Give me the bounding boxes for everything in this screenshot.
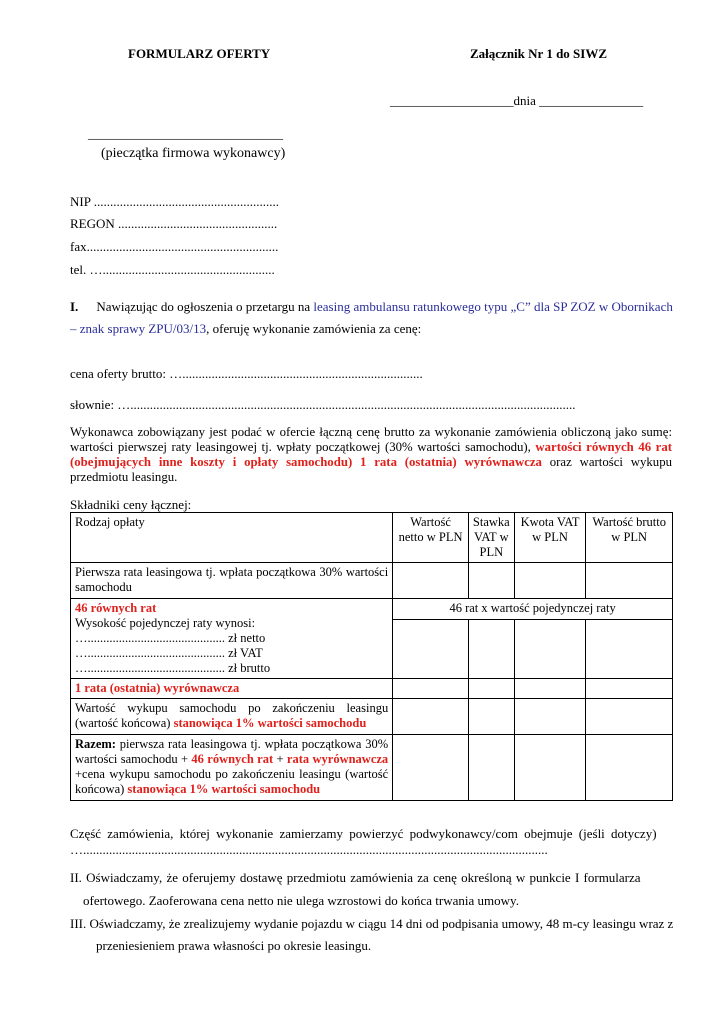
subcontract-field[interactable]: …............................................................................................................................................... bbox=[70, 842, 548, 857]
cell-input[interactable] bbox=[514, 679, 586, 699]
row-buyout-value: Wartość wykupu samochodu po zakończeniu leasingu (wartość końcowa) stanowiąca 1% wartości samochodu bbox=[71, 699, 393, 735]
section-1-line2 bbox=[70, 321, 421, 337]
regon-field[interactable]: REGON ................................................. bbox=[70, 216, 278, 231]
attachment-label: Załącznik Nr 1 do SIWZ bbox=[470, 46, 608, 61]
table-row bbox=[71, 563, 673, 599]
section-1-number: I. bbox=[70, 299, 79, 314]
tel-field[interactable]: tel. …..................................................... bbox=[70, 262, 275, 277]
obligation-highlight: wartości równych 46 rat (obejmujących inne koszty i opłaty samochodu) 1 rata (ostatnia) wyrównawcza bbox=[70, 440, 673, 469]
stamp-caption: (pieczątka firmowa wykonawcy) bbox=[101, 146, 286, 161]
tender-subject: leasing ambulansu ratunkowego typu „C” dla SP ZOZ w Obornikach bbox=[313, 299, 673, 314]
cell-input[interactable] bbox=[393, 735, 469, 801]
section-1-text: Nawiązując do ogłoszenia o przetargu na bbox=[96, 299, 314, 314]
installments-merged-note: 46 rat x wartość pojedynczej raty bbox=[393, 599, 673, 620]
cell-input[interactable] bbox=[468, 563, 514, 599]
table-row bbox=[71, 599, 673, 620]
table-header-row bbox=[71, 513, 673, 563]
cell-input[interactable] bbox=[586, 735, 673, 801]
price-in-words-field[interactable]: słownie: …......................................................................................................................................... bbox=[70, 397, 576, 412]
cell-input[interactable] bbox=[514, 563, 586, 599]
installment-gross-field[interactable]: …............................................ zł brutto bbox=[75, 661, 271, 675]
section-2-line2: ofertowego. Zaoferowana cena netto nie ulega wzrostowi do końca trwania umowy. bbox=[83, 893, 519, 908]
installment-vat-field[interactable]: …............................................ zł VAT bbox=[75, 646, 263, 660]
header-gross-value: Wartość brutto w PLN bbox=[586, 513, 673, 563]
header-vat-amount: Kwota VAT w PLN bbox=[514, 513, 586, 563]
cell-input[interactable] bbox=[393, 699, 469, 735]
cell-input[interactable] bbox=[514, 735, 586, 801]
nip-field[interactable]: NIP ......................................................... bbox=[70, 194, 279, 209]
section-3-line1: III. Oświadczamy, że zrealizujemy wydanie pojazdu w ciągu 14 dni od podpisania umowy, 48 m-cy leasingu wraz z bbox=[70, 916, 674, 931]
section-1-line1 bbox=[70, 299, 673, 315]
price-components-table bbox=[70, 512, 673, 801]
row-46-installments bbox=[71, 599, 393, 679]
cell-input[interactable] bbox=[586, 699, 673, 735]
table-caption: Składniki ceny łącznej: bbox=[70, 497, 192, 512]
table-row bbox=[71, 679, 673, 699]
section-1-text-end: , oferuję wykonanie zamówienia za cenę: bbox=[206, 321, 422, 336]
form-title: FORMULARZ OFERTY bbox=[128, 46, 271, 61]
cell-input[interactable] bbox=[468, 735, 514, 801]
date-line[interactable]: ___________________dnia ________________ bbox=[390, 93, 644, 108]
cell-input[interactable] bbox=[514, 699, 586, 735]
row-total: Razem: pierwsza rata leasingowa tj. wpłata początkowa 30% wartości samochodu + 46 równych rat + rata wyrównawcza +cena wykupu samochodu po zakończeniu leasingu (wartość końcowa) stanowiąca 1% wartości samochodu bbox=[71, 735, 393, 801]
cell-input[interactable] bbox=[393, 679, 469, 699]
row-balancing-installment: 1 rata (ostatnia) wyrównawcza bbox=[71, 679, 393, 699]
section-2-line1: II. Oświadczamy, że oferujemy dostawę przedmiotu zamówienia za cenę określoną w punkcie I formularza bbox=[70, 870, 641, 885]
installment-net-field[interactable]: …............................................ zł netto bbox=[75, 631, 266, 645]
header-fee-type: Rodzaj opłaty bbox=[71, 513, 393, 563]
cell-input[interactable] bbox=[468, 619, 514, 679]
cell-input[interactable] bbox=[586, 563, 673, 599]
installments-title: 46 równych rat bbox=[75, 601, 157, 615]
installment-amount-label: Wysokość pojedynczej raty wynosi: bbox=[75, 616, 256, 630]
obligation-paragraph bbox=[70, 425, 672, 485]
stamp-line: ______________________________ bbox=[88, 126, 283, 141]
cell-input[interactable] bbox=[393, 563, 469, 599]
cell-input[interactable] bbox=[586, 679, 673, 699]
table-row bbox=[71, 699, 673, 735]
obligation-text: Wykonawca zobowiązany jest podać w ofercie łączną cenę brutto za wykonanie zamówienia obliczoną jako sumę: wartości pierwszej raty leasingowej tj. wpłaty początkowej (30% wartości samochodu), bbox=[70, 425, 672, 454]
cell-input[interactable] bbox=[468, 699, 514, 735]
cell-input[interactable] bbox=[468, 679, 514, 699]
gross-price-field[interactable]: cena oferty brutto: ….......................................................................... bbox=[70, 366, 423, 381]
header-net-value: Wartość netto w PLN bbox=[393, 513, 469, 563]
row-first-installment: Pierwsza rata leasingowa tj. wpłata początkowa 30% wartości samochodu bbox=[71, 563, 393, 599]
cell-input[interactable] bbox=[393, 619, 469, 679]
case-reference: – znak sprawy ZPU/03/13 bbox=[70, 321, 207, 336]
table-row-total bbox=[71, 735, 673, 801]
cell-input[interactable] bbox=[514, 619, 586, 679]
obligation-text-end: oraz wartości wykupu przedmiotu leasingu. bbox=[70, 455, 672, 484]
header-vat-rate: Stawka VAT w PLN bbox=[468, 513, 514, 563]
cell-input[interactable] bbox=[586, 619, 673, 679]
fax-field[interactable]: fax........................................................... bbox=[70, 239, 279, 254]
subcontract-text: Część zamówienia, której wykonanie zamierzamy powierzyć podwykonawcy/com obejmuje (jeśli dotyczy) bbox=[70, 826, 657, 841]
section-3-line2: przeniesieniem prawa własności po okresie leasingu. bbox=[96, 938, 372, 953]
